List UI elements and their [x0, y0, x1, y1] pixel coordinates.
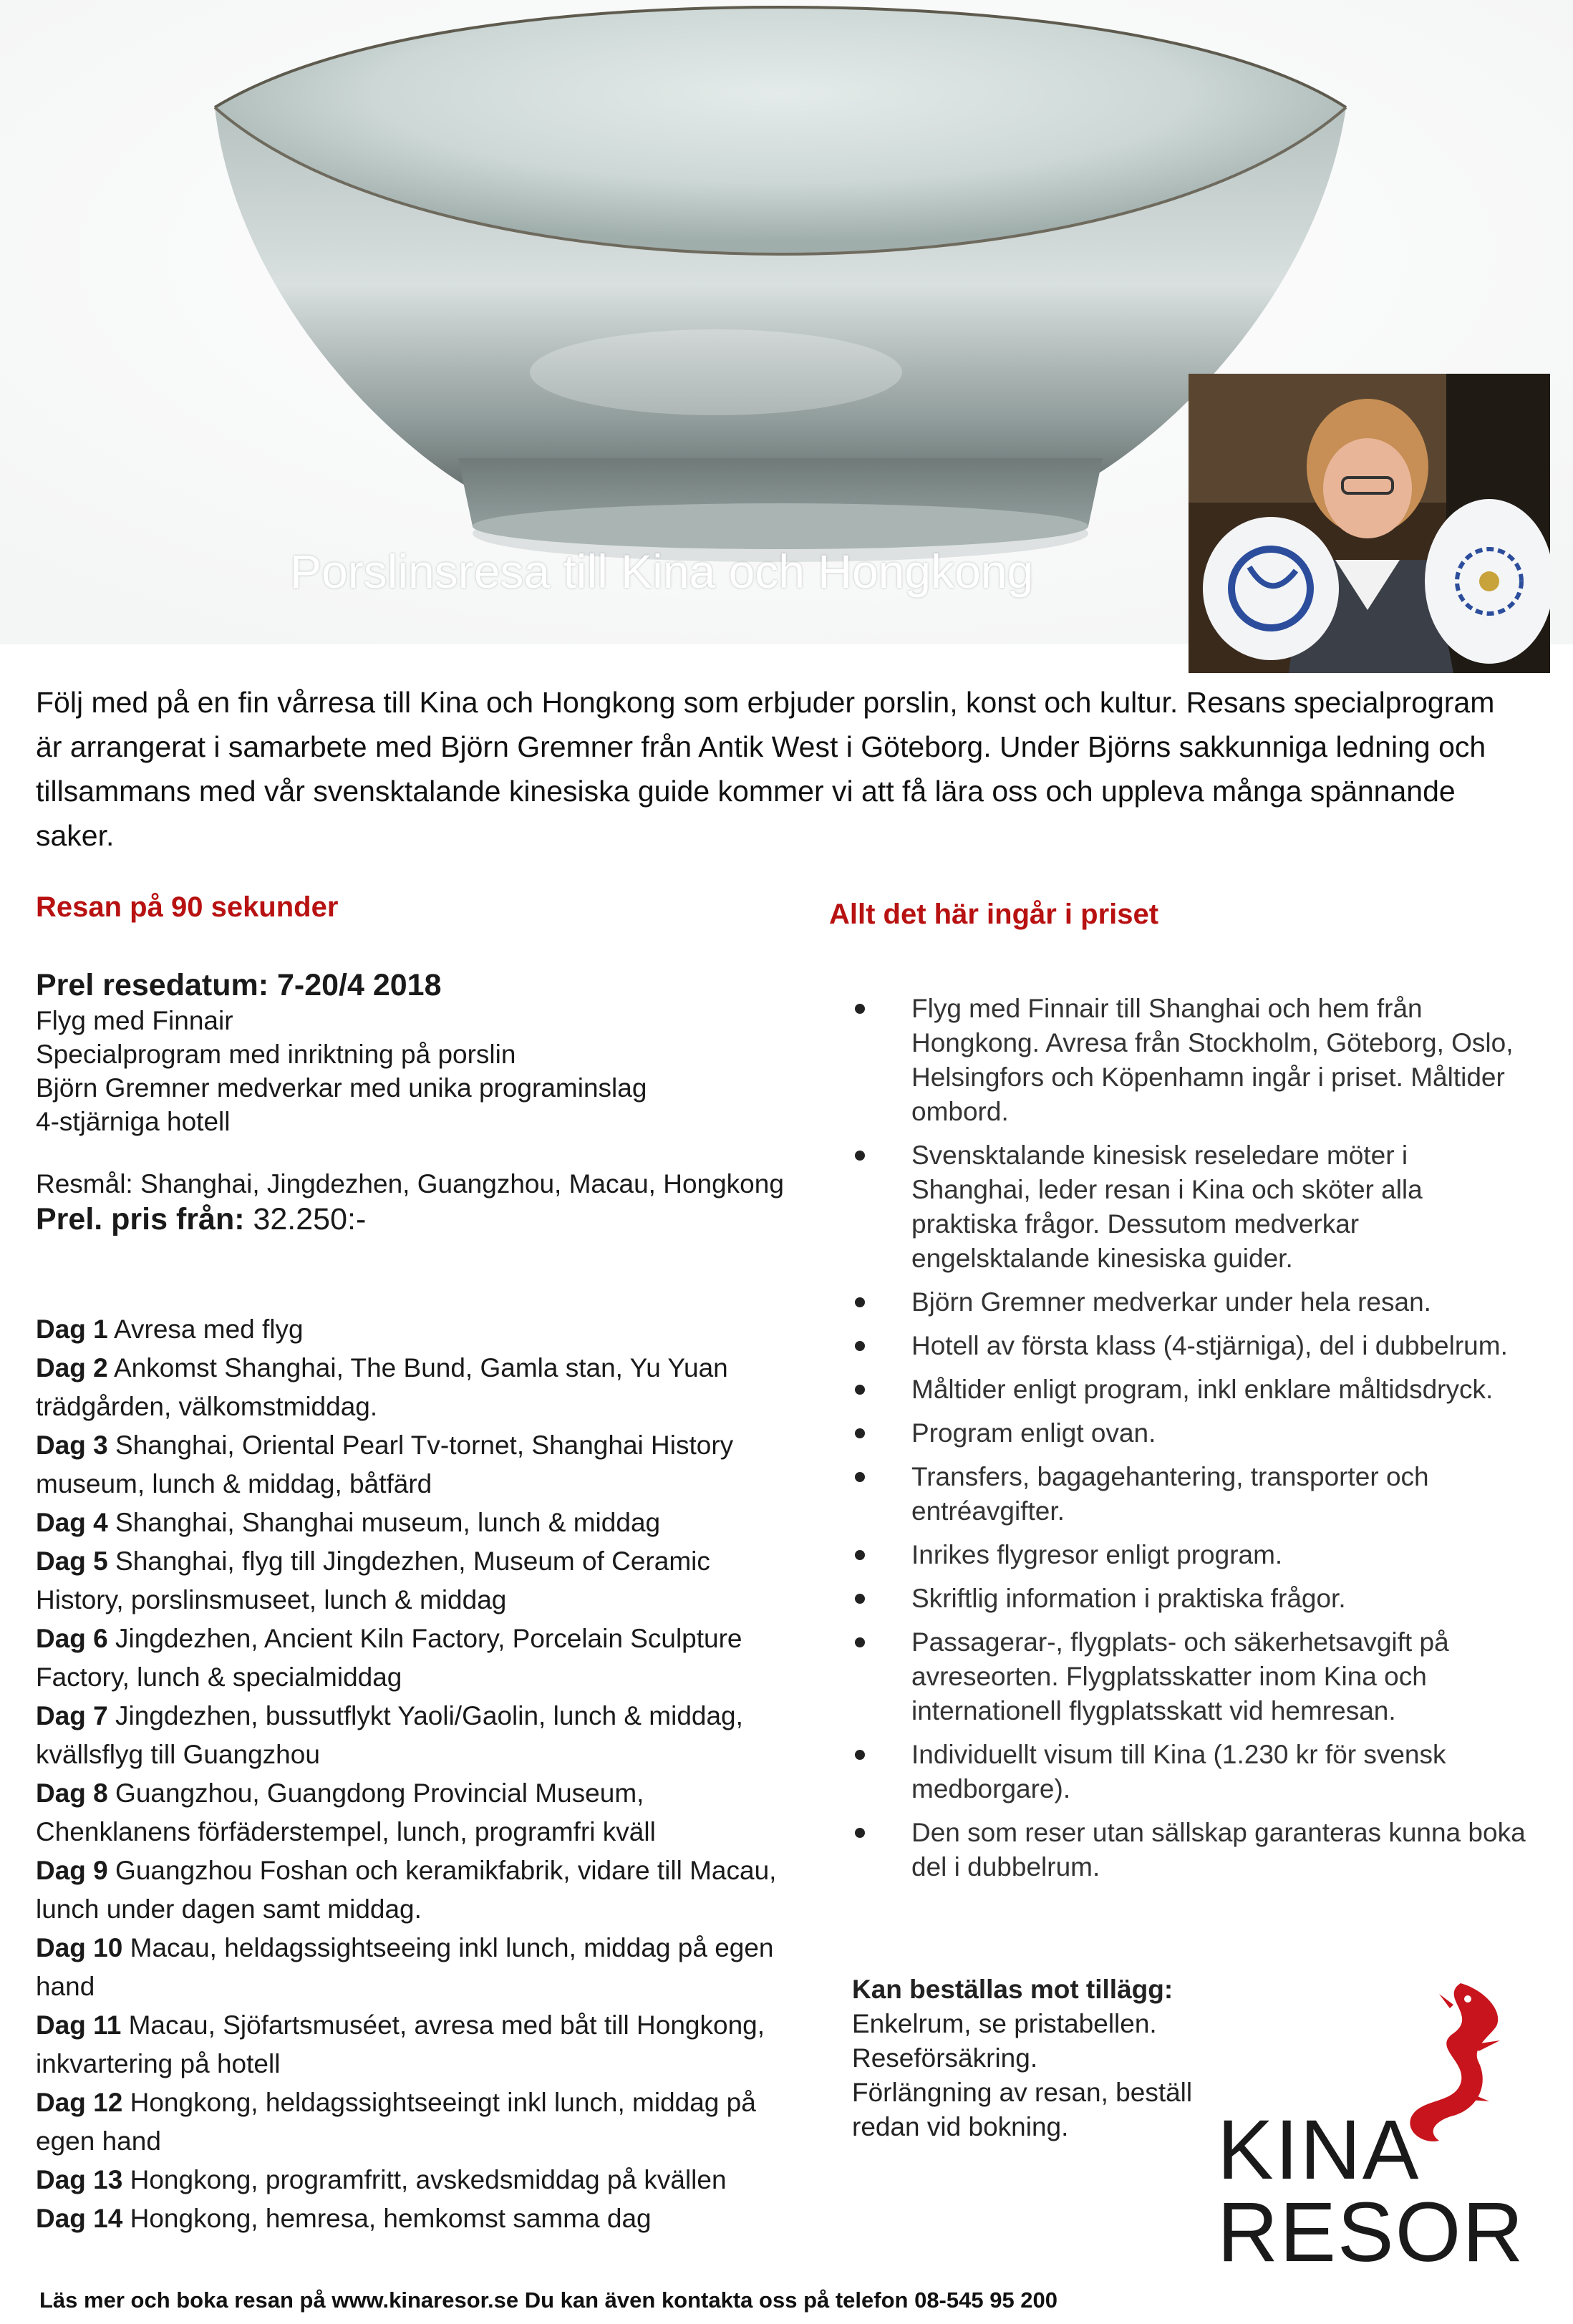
intro-paragraph: Följ med på en fin vårresa till Kina och Hongkong som erbjuder porslin, konst och kultur. Resans specialprogram är arrangerat i samarbete med Björn Gremner från Antik West i Göteborg. Under Björns sakkunniga ledning och tillsammans med vår svensktalande kinesiska guide kommer vi att få lära oss och uppleva många spännande saker.	[36, 686, 1495, 852]
price-line	[36, 1201, 795, 1238]
day-text: Shanghai, Shanghai museum, lunch & middag	[107, 1508, 661, 1537]
travel-date: Prel resedatum: 7-20/4 2018	[36, 968, 442, 1002]
day-text: Shanghai, Oriental Pearl Tv-tornet, Shanghai History museum, lunch & middag, båtfärd	[36, 1430, 734, 1499]
day-text: Ankomst Shanghai, The Bund, Gamla stan, Yu Yuan trädgården, välkomstmiddag.	[36, 1353, 728, 1421]
day-label: Dag 12	[36, 2088, 123, 2117]
list-item-text: Individuellt visum till Kina (1.230 kr för svensk medborgare).	[911, 1740, 1446, 1803]
list-item	[829, 1372, 1531, 1407]
day-text: Macau, Sjöfartsmuséet, avresa med båt till Hongkong, inkvartering på hotell	[36, 2010, 765, 2078]
day-label: Dag 13	[36, 2165, 123, 2194]
day-label: Dag 1	[36, 1314, 108, 1344]
itinerary-day	[36, 1504, 795, 1542]
itinerary	[36, 1310, 795, 2238]
bullet-icon	[855, 1341, 865, 1351]
list-item-text: Den som reser utan sällskap garanteras kunna boka del i dubbelrum.	[911, 1818, 1526, 1882]
day-text: Jingdezhen, Ancient Kiln Factory, Porcelain Sculpture Factory, lunch & specialmiddag	[36, 1624, 742, 1692]
list-item	[829, 1538, 1531, 1572]
list-item-text: Program enligt ovan.	[911, 1418, 1156, 1448]
day-label: Dag 3	[36, 1430, 108, 1460]
list-item-text: Hotell av första klass (4-stjärniga), del i dubbelrum.	[911, 1331, 1508, 1360]
trip-facts	[36, 967, 795, 1238]
page-title: Porslinsresa till Kina och Hongkong	[290, 545, 1034, 598]
list-item-text: Svensktalande kinesisk reseledare möter i Shanghai, leder resan i Kina och sköter alla praktiska frågor. Dessutom medverkar engelsktalande kinesiska guider.	[911, 1141, 1423, 1273]
list-item	[829, 1416, 1531, 1451]
itinerary-day	[36, 1851, 795, 1929]
itinerary-day	[36, 1349, 795, 1426]
price-value: 32.250:-	[244, 1202, 367, 1236]
bullet-icon	[855, 1550, 865, 1560]
destinations: Resmål: Shanghai, Jingdezhen, Guangzhou, Macau, Hongkong	[36, 1169, 784, 1199]
kinaresor-logo	[1217, 1976, 1554, 2280]
day-text: Guangzhou, Guangdong Provincial Museum, Chenklanens förfäderstempel, lunch, programfri kväll	[36, 1778, 656, 1846]
bullet-icon	[855, 1004, 865, 1014]
bullet-icon	[855, 1594, 865, 1604]
bullet-icon	[855, 1472, 865, 1482]
itinerary-day	[36, 2083, 795, 2161]
list-item	[829, 992, 1531, 1129]
expert-photo	[1189, 374, 1550, 673]
extras-item: Förlängning av resan, beställ redan vid bokning.	[852, 2078, 1193, 2141]
bullet-icon	[855, 1637, 865, 1647]
list-item-text: Passagerar-, flygplats- och säkerhetsavgift på avreseorten. Flygplatsskatter inom Kina och internationell flygplatsskatt vid hemresan.	[911, 1627, 1449, 1725]
itinerary-day	[36, 1542, 795, 1619]
list-item-text: Inrikes flygresor enligt program.	[911, 1540, 1283, 1569]
day-label: Dag 7	[36, 1701, 108, 1730]
price-label: Prel. pris från:	[36, 1202, 245, 1236]
itinerary-day	[36, 1426, 795, 1504]
list-item	[829, 1625, 1531, 1728]
footer-contact: Läs mer och boka resan på www.kinaresor.se Du kan även kontakta oss på telefon 08-545 95 200	[39, 2287, 1058, 2313]
bullet-icon	[855, 1428, 865, 1438]
day-label: Dag 11	[36, 2010, 122, 2040]
itinerary-day	[36, 1697, 795, 1774]
day-text: Hongkong, heldagssightseeingt inkl lunch, middag på egen hand	[36, 2088, 756, 2156]
day-label: Dag 4	[36, 1508, 108, 1537]
list-item-text: Skriftlig information i praktiska frågor.	[911, 1584, 1346, 1613]
fact-item: Björn Gremner medverkar med unika programinslag	[36, 1073, 647, 1103]
list-item	[829, 1460, 1531, 1529]
list-item	[829, 1738, 1531, 1806]
day-label: Dag 5	[36, 1546, 108, 1576]
day-label: Dag 9	[36, 1856, 108, 1885]
extras-section	[852, 1972, 1253, 2144]
day-label: Dag 6	[36, 1624, 108, 1653]
list-item-text: Transfers, bagagehantering, transporter och entréavgifter.	[911, 1462, 1429, 1526]
bullet-icon	[855, 1297, 865, 1307]
list-item	[829, 1816, 1531, 1884]
itinerary-day	[36, 2161, 795, 2199]
day-text: Shanghai, flyg till Jingdezhen, Museum of Ceramic History, porslinsmuseet, lunch & middag	[36, 1546, 710, 1614]
fact-item: 4-stjärniga hotell	[36, 1107, 231, 1136]
day-text: Macau, heldagssightseeing inkl lunch, middag på egen hand	[36, 1933, 774, 2001]
bullet-icon	[855, 1828, 865, 1838]
fact-item: Flyg med Finnair	[36, 1006, 233, 1035]
itinerary-day	[36, 2199, 795, 2238]
day-label: Dag 14	[36, 2204, 123, 2233]
list-item-text: Måltider enligt program, inkl enklare måltidsdryck.	[911, 1375, 1494, 1404]
list-item	[829, 1329, 1531, 1363]
list-item	[829, 1582, 1531, 1616]
itinerary-day	[36, 1310, 795, 1349]
day-label: Dag 2	[36, 1353, 108, 1383]
day-text: Hongkong, hemresa, hemkomst samma dag	[122, 2204, 652, 2233]
summary-heading: Resan på 90 sekunder	[36, 891, 339, 923]
list-item-text: Björn Gremner medverkar under hela resan.	[911, 1287, 1431, 1317]
bullet-icon	[855, 1151, 865, 1161]
day-text: Avresa med flyg	[107, 1314, 304, 1344]
list-item	[829, 1138, 1531, 1276]
day-text: Jingdezhen, bussutflykt Yaoli/Gaolin, lunch & middag, kvällsflyg till Guangzhou	[36, 1701, 743, 1769]
itinerary-day	[36, 2006, 795, 2083]
itinerary-day	[36, 1774, 795, 1851]
extras-item: Reseförsäkring.	[852, 2043, 1038, 2073]
day-label: Dag 10	[36, 1933, 123, 1962]
included-heading: Allt det här ingår i priset	[829, 899, 1159, 930]
extras-item: Enkelrum, se pristabellen.	[852, 2009, 1157, 2038]
itinerary-day	[36, 1929, 795, 2006]
list-item	[829, 1285, 1531, 1320]
included-list	[829, 992, 1531, 1894]
logo-line-1: KINA	[1217, 2103, 1420, 2197]
day-label: Dag 8	[36, 1778, 108, 1808]
day-text: Guangzhou Foshan och keramikfabrik, vidare till Macau, lunch under dagen samt middag.	[36, 1856, 777, 1924]
fact-item: Specialprogram med inriktning på porslin	[36, 1040, 516, 1069]
itinerary-day	[36, 1619, 795, 1697]
extras-heading: Kan beställas mot tillägg:	[852, 1975, 1173, 2004]
list-item-text: Flyg med Finnair till Shanghai och hem från Hongkong. Avresa från Stockholm, Göteborg, Oslo, Helsingfors och Köpenhamn ingår i priset. Måltider ombord.	[911, 994, 1514, 1126]
bullet-icon	[855, 1750, 865, 1760]
bullet-icon	[855, 1385, 865, 1395]
day-text: Hongkong, programfritt, avskedsmiddag på kvällen	[122, 2165, 727, 2194]
logo-line-2: RESOR	[1217, 2185, 1525, 2280]
